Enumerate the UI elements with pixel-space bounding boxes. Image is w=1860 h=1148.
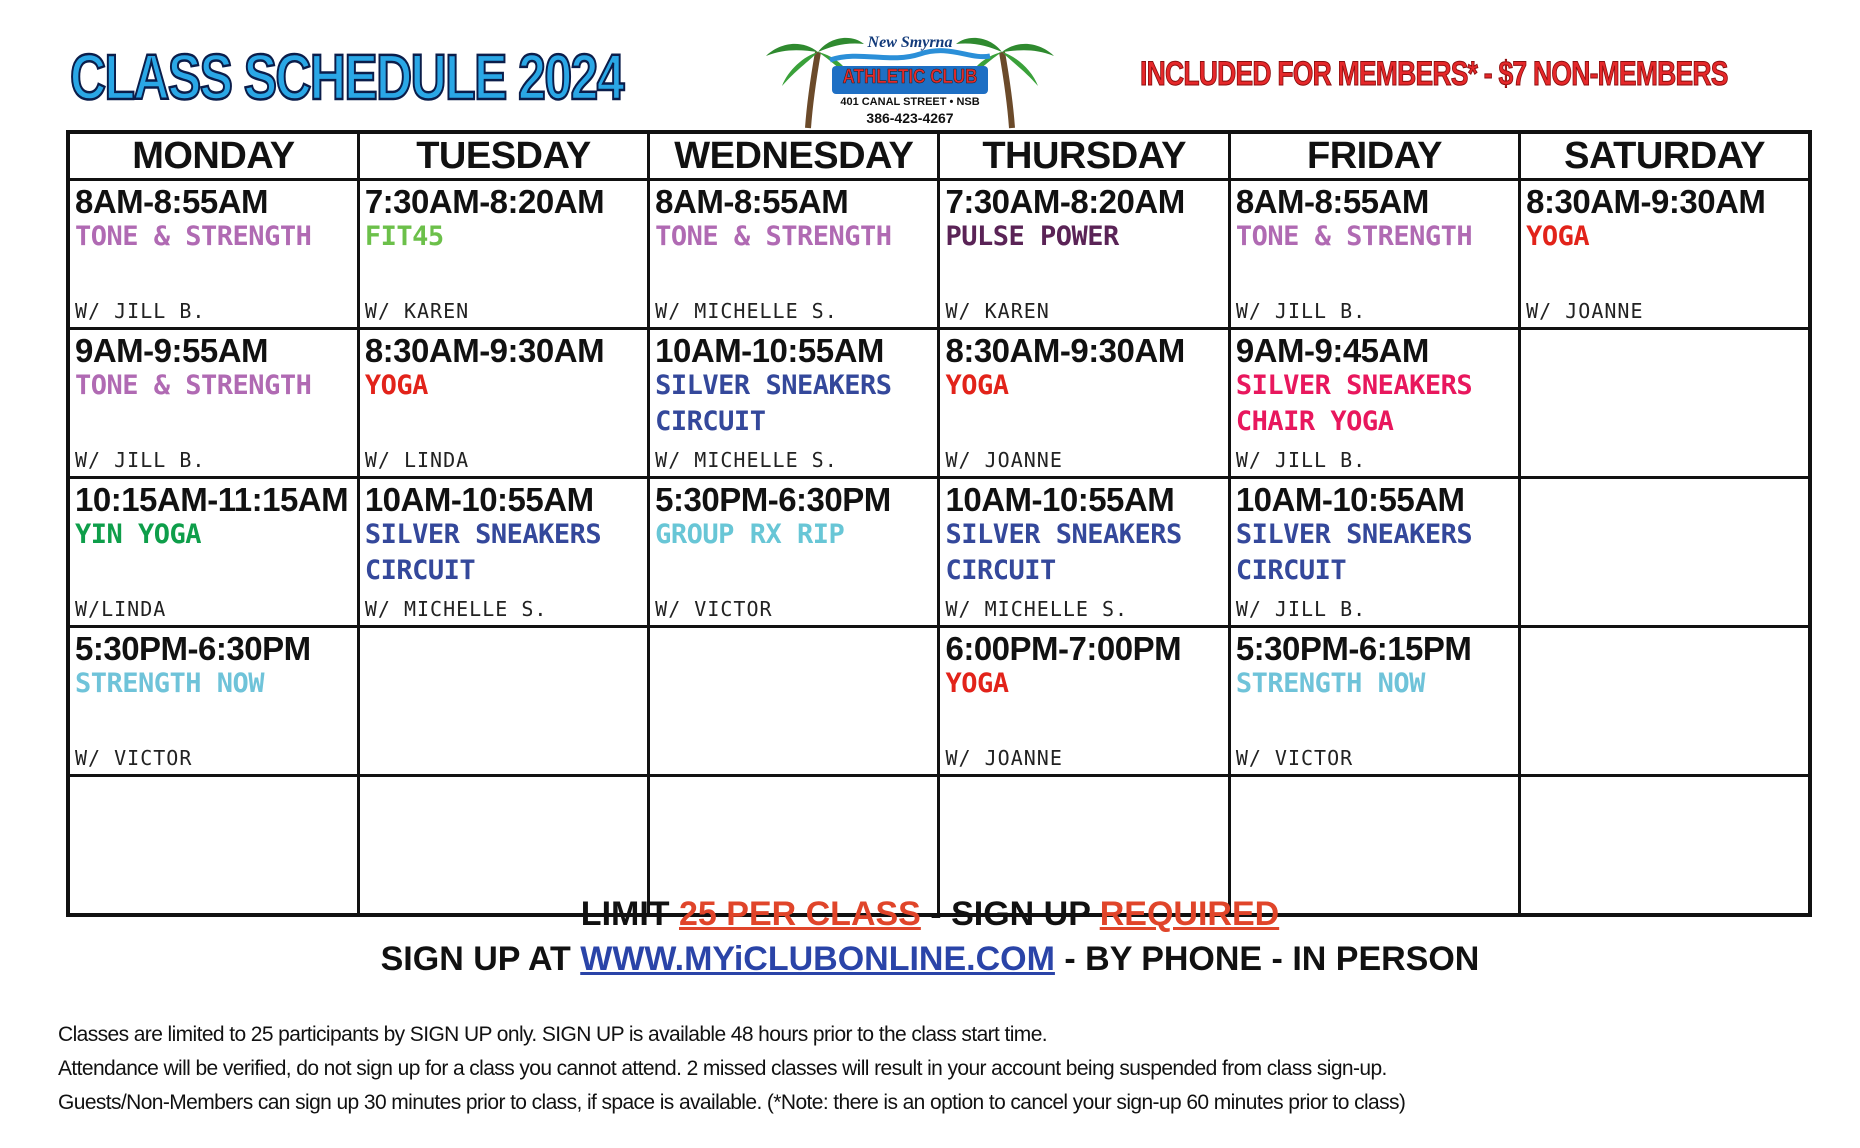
- class-time: 5:30PM-6:15PM: [1235, 630, 1472, 667]
- class-name: SILVER SNEAKERS CIRCUIT: [1235, 519, 1473, 586]
- schedule-cell: [68, 329, 358, 478]
- class-name: YIN YOGA: [75, 519, 202, 550]
- class-instructor: W/ JILL B.: [75, 299, 206, 323]
- class-name: SILVER SNEAKERS CIRCUIT: [945, 519, 1182, 586]
- class-name: TONE & STRENGTH: [655, 221, 892, 252]
- fine-print: [58, 1018, 1405, 1120]
- schedule-row: [68, 329, 1810, 478]
- class-name: SILVER SNEAKERS CIRCUIT: [655, 370, 892, 437]
- class-name: SILVER SNEAKERS CIRCUIT: [364, 519, 602, 586]
- limit-highlight: 25 PER CLASS: [679, 895, 921, 933]
- day-header: MONDAY: [68, 132, 358, 180]
- class-instructor: W/ KAREN: [364, 299, 470, 323]
- logo-phone: 386-423-4267: [866, 110, 954, 126]
- class-time: 10:15AM-11:15AM: [75, 481, 349, 518]
- class-time: 6:00PM-7:00PM: [945, 630, 1182, 667]
- class-time: 8AM-8:55AM: [655, 183, 849, 220]
- class-name: GROUP RX RIP: [655, 519, 845, 550]
- class-instructor: W/ MICHELLE S.: [655, 448, 838, 472]
- pricing-banner: INCLUDED FOR MEMBERS* - $7 NON-MEMBERS: [1140, 55, 1728, 93]
- schedule-cell: [1229, 627, 1519, 776]
- note-line: Guests/Non-Members can sign up 30 minutes prior to class, if space is available. (*Note: there is an option to cancel your sign-up 60 minutes prior to class): [58, 1091, 1406, 1114]
- note-line: Attendance will be verified, do not sign up for a class you cannot attend. 2 missed classes will result in your account being suspended from class sign-up.: [58, 1057, 1387, 1080]
- class-instructor: W/ JILL B.: [1235, 448, 1367, 472]
- class-time: 8AM-8:55AM: [1235, 183, 1429, 220]
- schedule-cell: [358, 627, 648, 776]
- class-time: 9AM-9:55AM: [75, 332, 269, 369]
- day-header: TUESDAY: [358, 132, 648, 180]
- class-name: STRENGTH NOW: [1235, 668, 1425, 699]
- class-instructor: W/ MICHELLE S.: [945, 597, 1129, 621]
- class-instructor: W/ VICTOR: [1235, 746, 1354, 770]
- day-header: THURSDAY: [939, 132, 1229, 180]
- schedule-cell: [1520, 627, 1810, 776]
- class-instructor: W/LINDA: [75, 597, 167, 621]
- class-time: 10AM-10:55AM: [1235, 481, 1465, 518]
- class-instructor: W/ VICTOR: [655, 597, 773, 621]
- schedule-cell: [358, 180, 648, 329]
- class-instructor: W/ JOANNE: [1526, 299, 1644, 323]
- day-header: FRIDAY: [1229, 132, 1519, 180]
- signup-text: SIGN UP AT: [380, 940, 581, 978]
- schedule-cell: [939, 180, 1229, 329]
- schedule-cell: [939, 329, 1229, 478]
- schedule-row: [68, 478, 1810, 627]
- class-time: 5:30PM-6:30PM: [75, 630, 311, 667]
- class-name: YOGA: [1526, 221, 1590, 252]
- schedule-cell: [68, 180, 358, 329]
- schedule-cell: [1520, 180, 1810, 329]
- class-name: FIT45: [364, 221, 444, 252]
- class-instructor: W/ VICTOR: [75, 746, 193, 770]
- schedule-cell: [358, 329, 648, 478]
- logo-name: ATHLETIC CLUB: [842, 66, 978, 88]
- class-instructor: W/ JOANNE: [945, 448, 1063, 472]
- schedule-cell: [939, 627, 1229, 776]
- class-name: YOGA: [364, 370, 428, 401]
- note-line: Classes are limited to 25 participants by SIGN UP only. SIGN UP is available 48 hours prior to the class start time.: [58, 1023, 1048, 1046]
- class-instructor: W/ MICHELLE S.: [364, 597, 548, 621]
- class-name: SILVER SNEAKERS CHAIR YOGA: [1235, 370, 1473, 437]
- day-header: WEDNESDAY: [649, 132, 939, 180]
- class-name: PULSE POWER: [945, 221, 1119, 252]
- class-instructor: W/ LINDA: [364, 448, 470, 472]
- logo-tagline: New Smyrna: [867, 34, 953, 51]
- class-limit-notice: [0, 895, 1860, 934]
- limit-text: - SIGN UP: [920, 895, 1100, 933]
- schedule-row: [68, 180, 1810, 329]
- schedule-cell: [1229, 180, 1519, 329]
- class-time: 5:30PM-6:30PM: [655, 481, 891, 518]
- class-name: YOGA: [945, 668, 1009, 699]
- day-header: SATURDAY: [1520, 132, 1810, 180]
- class-instructor: W/ KAREN: [945, 299, 1050, 323]
- class-time: 8AM-8:55AM: [75, 183, 269, 220]
- schedule-cell: [1520, 329, 1810, 478]
- schedule-cell: [1229, 478, 1519, 627]
- page-title: CLASS SCHEDULE 2024: [70, 41, 623, 113]
- logo-address: 401 CANAL STREET • NSB: [840, 96, 980, 108]
- schedule-cell: [358, 478, 648, 627]
- club-logo: [760, 30, 1060, 130]
- class-time: 8:30AM-9:30AM: [364, 332, 605, 369]
- class-time: 10AM-10:55AM: [945, 481, 1175, 518]
- class-name: YOGA: [945, 370, 1009, 401]
- class-time: 7:30AM-8:20AM: [945, 183, 1185, 220]
- class-time: 7:30AM-8:20AM: [364, 183, 605, 220]
- schedule-cell: [649, 627, 939, 776]
- class-instructor: W/ JOANNE: [945, 746, 1063, 770]
- signup-link[interactable]: WWW.MYiCLUBONLINE.COM: [580, 940, 1055, 978]
- class-name: TONE & STRENGTH: [1235, 221, 1473, 252]
- schedule-cell: [939, 478, 1229, 627]
- schedule-table: [66, 130, 1812, 917]
- class-name: TONE & STRENGTH: [75, 221, 312, 252]
- schedule-cell: [1229, 329, 1519, 478]
- schedule-row: [68, 627, 1810, 776]
- class-instructor: W/ JILL B.: [75, 448, 206, 472]
- required-highlight: REQUIRED: [1099, 895, 1280, 933]
- class-time: 9AM-9:45AM: [1235, 332, 1429, 369]
- class-time: 10AM-10:55AM: [364, 481, 594, 518]
- schedule-cell: [649, 478, 939, 627]
- day-header-row: [68, 132, 1810, 180]
- schedule-cell: [649, 180, 939, 329]
- class-name: TONE & STRENGTH: [75, 370, 312, 401]
- class-time: 8:30AM-9:30AM: [945, 332, 1185, 369]
- signup-notice: [0, 940, 1860, 979]
- class-instructor: W/ MICHELLE S.: [655, 299, 838, 323]
- schedule-cell: [68, 478, 358, 627]
- signup-text: - BY PHONE - IN PERSON: [1054, 940, 1480, 978]
- class-name: STRENGTH NOW: [75, 668, 265, 699]
- class-instructor: W/ JILL B.: [1235, 597, 1367, 621]
- schedule-cell: [1520, 478, 1810, 627]
- class-instructor: W/ JILL B.: [1235, 299, 1367, 323]
- schedule-cell: [68, 627, 358, 776]
- class-time: 10AM-10:55AM: [655, 332, 884, 369]
- class-time: 8:30AM-9:30AM: [1526, 183, 1766, 220]
- schedule-cell: [649, 329, 939, 478]
- limit-text: LIMIT: [580, 895, 679, 933]
